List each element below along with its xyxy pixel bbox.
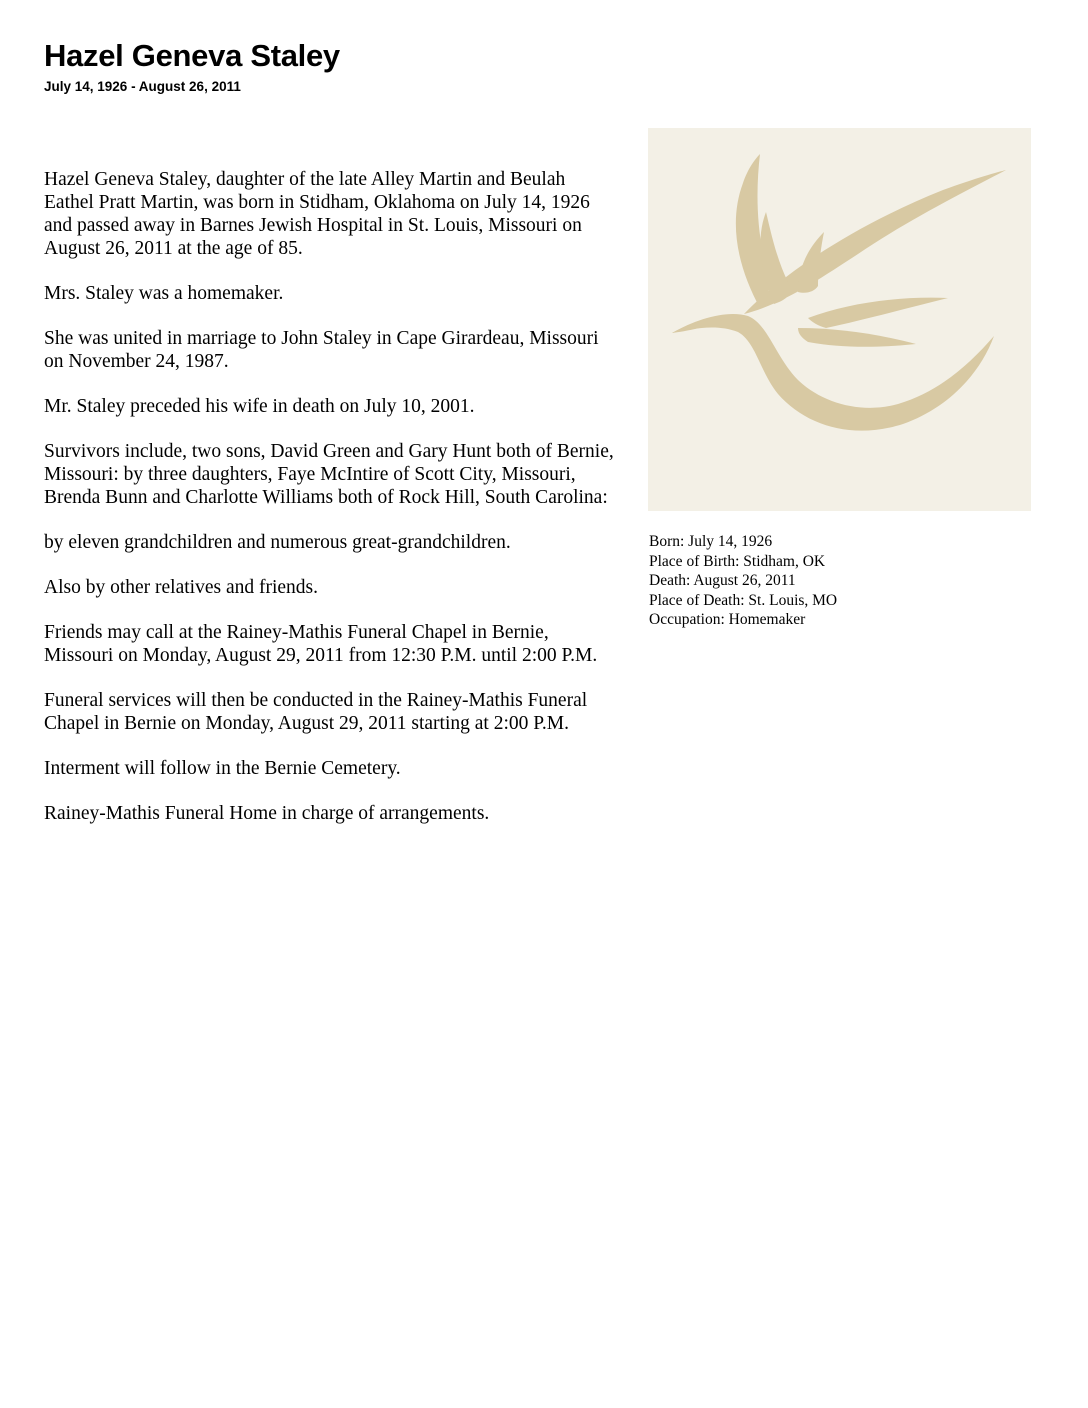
life-dates: July 14, 1926 - August 26, 2011: [44, 79, 241, 94]
obituary-paragraph: Survivors include, two sons, David Green and Gary Hunt both of Bernie, Missouri: by three daughters, Faye McIntire of Scott City, Missouri, Brenda Bunn and Charlotte Williams both of Rock Hill, South Carolina:: [44, 441, 614, 508]
dove-icon: [648, 128, 1031, 511]
death-fact: Death: August 26, 2011: [649, 572, 796, 589]
obituary-header: [44, 36, 340, 96]
vital-facts: [649, 532, 837, 630]
born-fact: Born: July 14, 1926: [649, 533, 773, 550]
obituary-paragraph: Hazel Geneva Staley, daughter of the late Alley Martin and Beulah Eathel Pratt Martin, was born in Stidham, Oklahoma on July 14, 1926 and passed away in Barnes Jewish Hospital in St. Louis, Missouri on August 26, 2011 at the age of 85.: [44, 169, 590, 259]
obituary-paragraph: Friends may call at the Rainey-Mathis Funeral Chapel in Bernie, Missouri on Monday, August 29, 2011 from 12:30 P.M. until 2:00 P.M.: [44, 622, 598, 666]
obituary-paragraph: Also by other relatives and friends.: [44, 577, 319, 598]
obituary-paragraph: by eleven grandchildren and numerous great-grandchildren.: [44, 532, 511, 553]
occupation-fact: Occupation: Homemaker: [649, 611, 806, 628]
place-of-birth-fact: Place of Birth: Stidham, OK: [649, 552, 826, 570]
memorial-image: [648, 128, 1031, 511]
obituary-body: [44, 168, 614, 847]
obituary-paragraph: Rainey-Mathis Funeral Home in charge of arrangements.: [44, 803, 490, 824]
obituary-paragraph: Funeral services will then be conducted in the Rainey-Mathis Funeral Chapel in Bernie on Monday, August 29, 2011 starting at 2:00 P.M.: [44, 690, 588, 734]
place-of-death-fact: Place of Death: St. Louis, MO: [649, 591, 838, 609]
page-title: Hazel Geneva Staley: [44, 38, 340, 73]
obituary-paragraph: Mr. Staley preceded his wife in death on July 10, 2001.: [44, 396, 475, 417]
obituary-paragraph: Mrs. Staley was a homemaker.: [44, 283, 284, 304]
obituary-paragraph: Interment will follow in the Bernie Cemetery.: [44, 758, 401, 779]
obituary-paragraph: She was united in marriage to John Staley in Cape Girardeau, Missouri on November 24, 1987.: [44, 328, 599, 372]
